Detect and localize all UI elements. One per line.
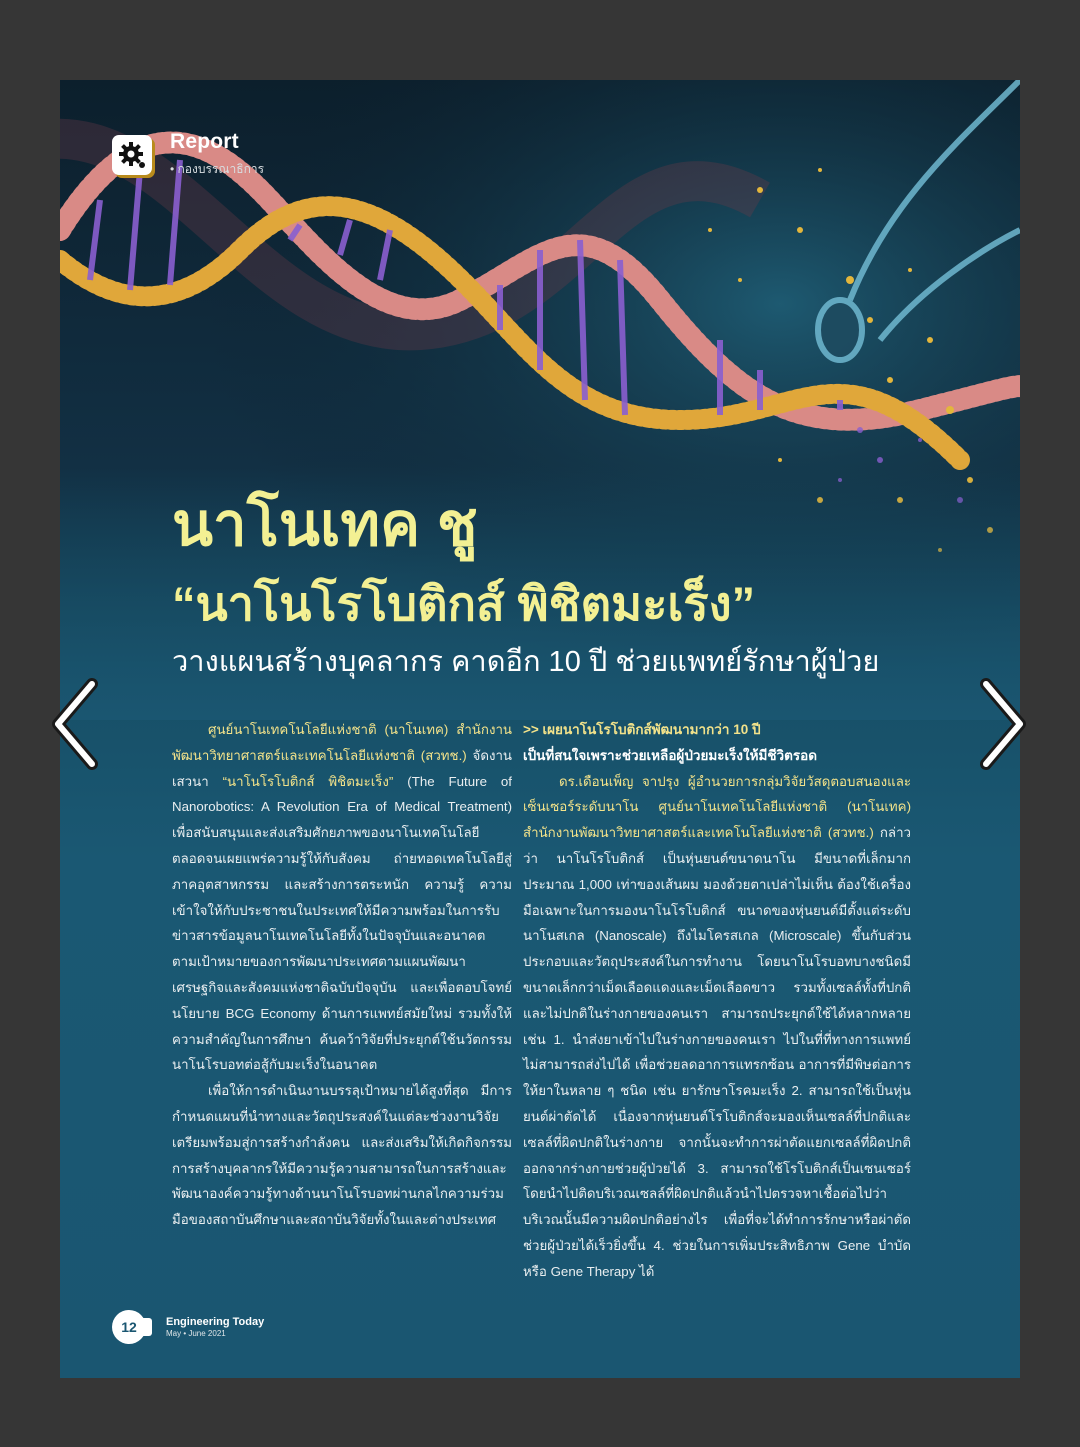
article-column-right <box>523 717 911 1285</box>
section-label: Report <box>170 130 239 153</box>
subhead-continued: เป็นที่สนใจเพราะช่วยเหลือผู้ป่วยมะเร็งให้มีชีวิตรอด <box>523 747 818 763</box>
issue-date: May • June 2021 <box>166 1329 226 1338</box>
highlight-text: ศูนย์นาโนเทคโนโลยีแห่งชาติ (นาโนเทค) สำนักงานพัฒนาวิทยาศาสตร์และเทคโนโลยีแห่งชาติ (สวทช.) <box>172 722 512 763</box>
page-number-tab <box>142 1318 152 1336</box>
chevron-right-icon <box>974 676 1030 772</box>
paragraph: เพื่อให้การดำเนินงานบรรลุเป้าหมายได้สูงที่สุด มีการกำหนดแผนที่นำทางและวัตถุประสงค์ในแต่ละช่วงงานวิจัย เตรียมพร้อมสู่การสร้างกำลังคน และส่งเสริมให้เกิดกิจกรรมการสร้างบุคลากรให้มีความรู้ความสามารถในการสร้างและพัฒนาองค์ความรู้ทางด้านนาโนโรบอทผ่านกลไกความร่วมมือของสถาบันศึกษาและสถาบันวิจัยทั้งในและต่างประเทศ <box>172 1083 512 1228</box>
paragraph <box>523 769 911 1285</box>
article-column-left <box>172 717 512 1233</box>
byline: • กองบรรณาธิการ <box>170 162 265 176</box>
body-text: จัดงานเสวนา <box>172 747 512 789</box>
section-badge <box>112 135 152 175</box>
highlight-text: ดร.เดือนเพ็ญ จาปรุง ผู้อำนวยการกลุ่มวิจัยวัสดุตอบสนองและเซ็นเซอร์ระดับนาโน ศูนย์นาโนเทคโนโลยีแห่งชาติ (นาโนเทค) สำนักงานพัฒนาวิทยาศาสตร์และเทคโนโลยีแห่งชาติ (สวทช.) <box>523 773 911 841</box>
headline-line-1: นาโนเทค ชู <box>172 491 478 558</box>
subheadline: วางแผนสร้างบุคลากร คาดอีก 10 ปี ช่วยแพทย์รักษาผู้ป่วย <box>172 646 880 678</box>
magazine-name: Engineering Today <box>166 1316 265 1328</box>
page-footer <box>112 1310 264 1344</box>
headline-line-2: “นาโนโรโบติกส์ พิชิตมะเร็ง” <box>172 577 756 630</box>
next-page-button[interactable] <box>970 674 1034 774</box>
page-number: 12 <box>112 1310 146 1344</box>
footer-text <box>166 1316 264 1338</box>
body-text: กล่าวว่า นาโนโรโบติกส์ เป็นหุ่นยนต์ขนาดนาโน มีขนาดที่เล็กมากประมาณ 1,000 เท่าของเส้นผม มองด้วยตาเปล่าไม่เห็น ต้องใช้เครื่องมือเฉพาะในการมองนาโนโรโบติกส์ ขนาดของหุ่นยนต์มีตั้งแต่ระดับนาโนสเกล (Nanoscale) ถึงไมโครสเกล (Microscale) ขึ้นกับส่วนประกอบและวัตถุประสงค์ในการทำงาน โดยนาโนโรบอทบางชนิดมีขนาดเล็กกว่าเม็ดเลือดแดงและเม็ดเลือดขาว รวมทั้งเซลล์ทั้งที่ปกติและไม่ปกติในร่างกายของคนเรา สามารถประยุกต์ใช้ได้หลากหลาย เช่น 1. นำส่งยาเข้าไปในร่างกายของคนเรา ไปในที่ที่ทางการแพทย์ไม่สามารถส่งไปได้ เพื่อช่วยลดอาการแทรกซ้อน อาการที่มีพิษต่อการให้ยาในหลาย ๆ ชนิด เช่น ยารักษาโรคมะเร็ง 2. สามารถใช้เป็นหุ่นยนต์ผ่าตัดได้ เนื่องจากหุ่นยนต์โรโบติกส์จะมองเห็นเซลล์ที่ปกติและเซลล์ที่ผิดปกติในร่างกาย จากนั้นจะทำการผ่าตัดแยกเซลล์ที่ผิดปกติออกจากร่างกายช่วยผู้ป่วยได้ 3. สามารถใช้โรโบติกส์เป็นเซนเซอร์ โดยนำไปติดบริเวณเซลล์ที่ผิดปกติแล้วนำไปตรวจหาเชื้อต่อไปว่าบริเวณนั้นมีความผิดปกติอย่างไร เพื่อที่จะได้ทำการรักษาหรือผ่าตัดช่วยผู้ป่วยได้เร็วยิ่งขึ้น 4. ช่วยในการเพิ่มประสิทธิภาพ Gene บำบัด หรือ Gene Therapy ได้ <box>523 825 912 1279</box>
subhead: >> เผยนาโนโรโบติกส์พัฒนามากว่า 10 ปี <box>523 722 761 737</box>
body-text: (The Future of Nanorobotics: A Revolution Era of Medical Treatment) เพื่อสนับสนุนและส่งเสริมศักยภาพของนาโนเทคโนโลยี ตลอดจนเผยแพร่ความรู้ให้กับสังคม ถ่ายทอดเทคโนโลยีสู่ภาคอุตสาหกรรม และสร้างการตระหนัก ความรู้ ความเข้าใจให้กับประชาชนในประเทศให้มีความพร้อมในการรับข่าวสารข้อมูลนาโนเทคโนโลยีทั้งในปัจจุบันและอนาคต ตามเป้าหมายของการพัฒนาประเทศตามแผนพัฒนาเศรษฐกิจและสังคมแห่งชาติฉบับปัจจุบัน และเพื่อตอบโจทย์นโยบาย BCG Economy ด้านการแพทย์สมัยใหม่ รวมทั้งให้ความสำคัญในการศึกษา ค้นคว้าวิจัยที่ประยุกต์ใช้นวัตกรรมนาโนโรบอทต่อสู้กับมะเร็งในอนาคต <box>172 773 512 1073</box>
magazine-page <box>60 80 1020 1378</box>
paragraph <box>172 717 512 1078</box>
highlight-text: “นาโนโรโบติกส์ พิชิตมะเร็ง” <box>222 773 394 789</box>
previous-page-button[interactable] <box>44 674 108 774</box>
gear-icon <box>117 140 147 170</box>
chevron-left-icon <box>48 676 104 772</box>
